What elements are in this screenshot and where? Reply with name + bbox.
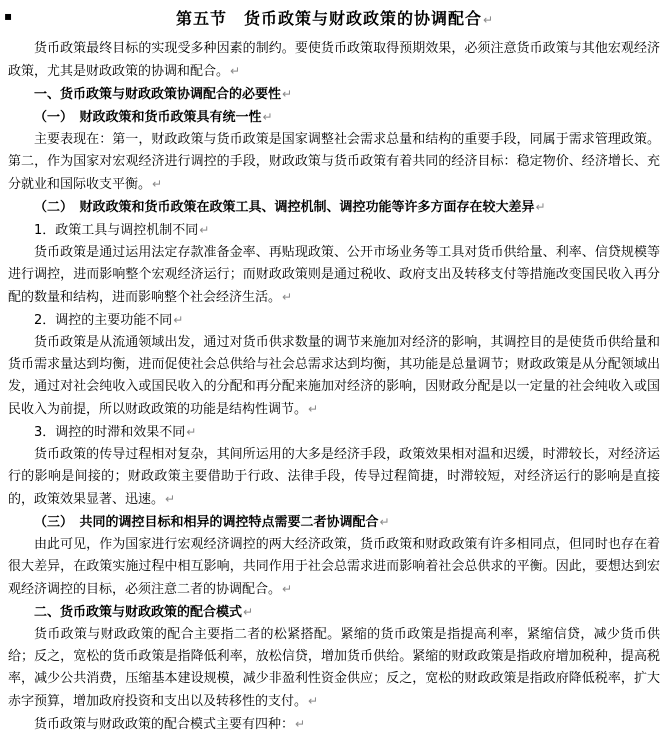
body-paragraph	[8, 713, 660, 736]
body-paragraph	[8, 38, 660, 83]
paragraph-text: 1．政策工具与调控机制不同	[34, 223, 199, 238]
paragraph-text: （一） 财政政策和货币政策具有统一性	[34, 110, 262, 125]
paragraph-mark-icon: ↵	[379, 515, 390, 529]
paragraph-mark-icon: ↵	[173, 313, 184, 327]
paragraph-mark-icon: ↵	[243, 605, 254, 619]
section-title-text: 第五节 货币政策与财政政策的协调配合	[175, 9, 482, 28]
paragraph-text: （三） 共同的调控目标和相异的调控特点需要二者协调配合	[34, 515, 379, 530]
document-body	[8, 38, 660, 736]
paragraph-mark-icon: ↵	[482, 13, 495, 27]
body-paragraph	[8, 624, 660, 713]
paragraph-text: 货币政策是从流通领域出发，通过对货币供求数量的调节来施加对经济的影响，其调控目的是使货币供给量和货币需求量达到均衡，进而促使社会总供给与社会总需求达到均衡，其功能是总量调节；财政政策是从分配领域出发，通过对社会纯收入或国民收入的分配和再分配来施加对经济的影响，因财政分配是以一定量的社会纯收入或国民收入为前提，所以财政政策的功能是结构性调节。	[8, 335, 660, 417]
paragraph-text: 一、货币政策与财政政策协调配合的必要性	[34, 87, 282, 102]
subsection-heading	[8, 511, 660, 534]
numbered-heading	[8, 421, 660, 444]
subsection-heading	[8, 196, 660, 219]
paragraph-mark-icon: ↵	[152, 177, 163, 191]
paragraph-mark-icon: ↵	[230, 64, 241, 78]
numbered-heading	[8, 309, 660, 332]
paragraph-text: 货币政策与财政政策的配合主要指二者的松紧搭配。紧缩的货币政策是指提高利率，紧缩信贷，减少货币供给；反之，宽松的货币政策是指降低利率，放松信贷，增加货币供给。紧缩的财政政策是指政府增加税种，提高税率，减少公共消费，压缩基本建设规模，减少非盈利性资金供应；反之，宽松的财政政策是指政府降低税率，扩大赤字预算，增加政府投资和支出以及转移性的支付。	[8, 627, 660, 709]
paragraph-text: 货币政策是通过运用法定存款准备金率、再贴现政策、公开市场业务等工具对货币供给量、利率、信贷规模等进行调控，进而影响整个宏观经济运行；而财政政策则是通过税收、政府支出及转移支付等措施改变国民收入再分配的数量和结构，进而影响整个社会经济生活。	[8, 245, 660, 305]
paragraph-mark-icon: ↵	[308, 694, 319, 708]
paragraph-mark-icon: ↵	[262, 110, 273, 124]
body-paragraph	[8, 242, 660, 309]
paragraph-text: 2．调控的主要功能不同	[34, 313, 173, 328]
subsection-heading	[8, 106, 660, 129]
paragraph-mark-icon: ↵	[308, 402, 319, 416]
section-heading	[8, 83, 660, 106]
paragraph-mark-icon: ↵	[199, 223, 210, 237]
paragraph-mark-icon: ↵	[535, 200, 546, 214]
section-heading	[8, 601, 660, 624]
body-paragraph	[8, 129, 660, 196]
paragraph-mark-icon: ↵	[282, 290, 293, 304]
paragraph-mark-icon: ↵	[295, 717, 306, 731]
body-paragraph	[8, 534, 660, 601]
body-paragraph	[8, 444, 660, 511]
paragraph-mark-icon: ↵	[282, 582, 293, 596]
paragraph-text: 货币政策最终目标的实现受多种因素的制约。要使货币政策取得预期效果，必须注意货币政策与其他宏观经济政策，尤其是财政政策的协调和配合。	[8, 41, 660, 79]
paragraph-text: （二） 财政政策和货币政策在政策工具、调控机制、调控功能等许多方面存在较大差异	[34, 200, 535, 215]
section-title	[0, 6, 670, 29]
paragraph-mark-icon: ↵	[282, 87, 293, 101]
paragraph-text: 由此可见，作为国家进行宏观经济调控的两大经济政策，货币政策和财政政策有许多相同点，但同时也存在着很大差异，在政策实施过程中相互影响，共同作用于社会总需求进而影响着社会总供求的平衡。因此，要想达到宏观经济调控的目标，必须注意二者的协调配合。	[8, 537, 660, 597]
paragraph-text: 货币政策的传导过程相对复杂，其间所运用的大多是经济手段，政策效果相对温和迟缓，时滞较长，对经济运行的影响是间接的；财政政策主要借助于行政、法律手段，传导过程简捷，时滞较短，对经济运行的影响是直接的，政策效果显著、迅速。	[8, 447, 660, 507]
paragraph-text: 主要表现在：第一，财政政策与货币政策是国家调整社会需求总量和结构的重要手段，同属于需求管理政策。第二，作为国家对宏观经济进行调控的手段，财政政策与货币政策有着共同的经济目标：稳定物价、经济增长、充分就业和国际收支平衡。	[8, 132, 660, 192]
paragraph-text: 货币政策与财政政策的配合模式主要有四种：	[34, 717, 295, 732]
paragraph-mark-icon: ↵	[186, 425, 197, 439]
paragraph-text: 3．调控的时滞和效果不同	[34, 425, 186, 440]
numbered-heading	[8, 219, 660, 242]
paragraph-mark-icon: ↵	[165, 492, 176, 506]
body-paragraph	[8, 332, 660, 421]
paragraph-text: 二、货币政策与财政政策的配合模式	[34, 605, 243, 620]
bullet-marker: ▪	[4, 9, 13, 23]
